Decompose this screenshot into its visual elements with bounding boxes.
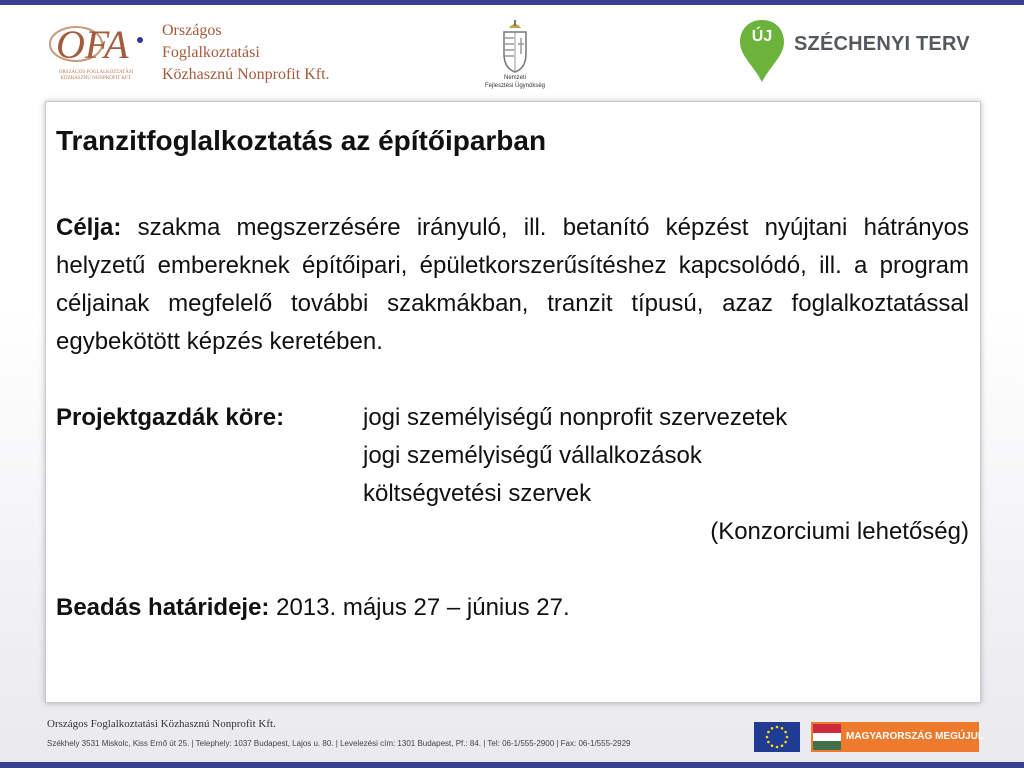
owners-row-1: [56, 399, 969, 437]
ofa-name-line1: Országos: [162, 22, 222, 39]
bottom-border-rule: [0, 762, 1024, 768]
owner-item: jogi személyiségű nonprofit szervezetek: [363, 404, 788, 431]
slide-content: [56, 117, 969, 627]
nfu-logo-text: [465, 74, 565, 90]
ofa-small-line2: KÖZHASZNÚ NONPROFIT KFT.: [60, 76, 132, 81]
slide-title: Tranzitfoglalkoztatás az építőiparban: [56, 125, 547, 156]
top-border-rule: [0, 0, 1024, 5]
ofa-name-line2: Foglalkoztatási: [162, 44, 260, 61]
hungarian-coat-of-arms-icon: [499, 20, 531, 74]
project-owners-section: [56, 399, 969, 551]
nfu-line1: Nemzeti: [503, 75, 526, 81]
footer-organization: Országos Foglalkoztatási Közhasznú Nonprofit Kft.: [47, 718, 276, 730]
ofa-logo: [46, 20, 146, 70]
eu-flag-icon: [754, 722, 800, 752]
szechenyi-logo-text: SZÉCHENYI TERV: [794, 33, 970, 55]
owner-item: költségvetési szervek: [363, 480, 592, 507]
hungarian-flag-icon: [813, 724, 841, 750]
goal-label: Célja:: [56, 214, 122, 241]
owners-label: Projektgazdák köre:: [56, 404, 285, 431]
goal-paragraph: [56, 209, 969, 361]
deadline-label: Beadás határideje:: [56, 594, 270, 621]
footer-address: Székhely 3531 Miskolc, Kiss Ernő út 25. | Telephely: 1037 Budapest, Lajos u. 80. | Levelezési cím: 1301 Budapest, Pf.: 84. | Tel: 06-1/555-2900 | Fax: 06-1/555-2929: [47, 739, 631, 748]
owner-item: jogi személyiségű vállalkozások: [363, 442, 702, 469]
consortium-note: (Konzorciumi lehetőség): [710, 518, 969, 545]
ofa-logo-small-text: [46, 70, 146, 82]
ofa-small-line1: ORSZÁGOS FOGLALKOZTATÁSI: [58, 70, 134, 75]
goal-text: szakma megszerzésére irányuló, ill. betanító képzést nyújtani hátrányos helyzetű embereknek építőipari, épületkorszerűsítéshez kapcsolódó, ill. a program céljainak megfelelő további szakmákban, tranzit típusú, azaz foglalkoztatással egybekötött képzés keretében.: [56, 214, 969, 355]
nfu-line2: Fejlesztési Ügynökség: [484, 83, 546, 89]
ofa-name-line3: Közhasznú Nonprofit Kft.: [162, 66, 330, 83]
ofa-organization-name: [162, 20, 330, 86]
hungary-banner-text: MAGYARORSZÁG MEGÚJUL: [846, 731, 984, 742]
deadline-value: 2013. május 27 – június 27.: [276, 594, 570, 621]
owners-row-2: [56, 437, 969, 475]
szechenyi-badge-label: ÚJ: [751, 28, 773, 45]
content-panel: [45, 101, 981, 703]
deadline-line: [56, 589, 969, 627]
ofa-monogram-text: OFA: [56, 22, 129, 67]
owners-row-3: [56, 475, 969, 513]
